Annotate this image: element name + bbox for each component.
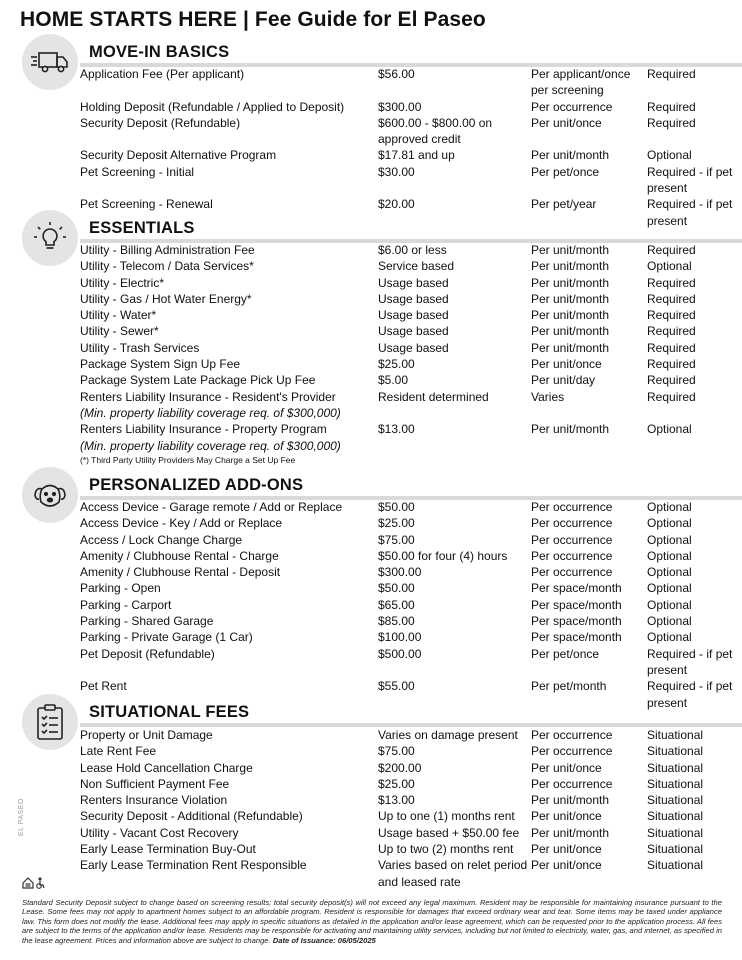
- fee-amount: $13.00: [378, 793, 415, 808]
- fee-amount: Up to two (2) months rent: [378, 842, 514, 857]
- table-row: [0, 597, 742, 613]
- fee-requirement: Optional: [647, 581, 692, 596]
- fee-name: Security Deposit (Refundable): [80, 115, 241, 130]
- fee-frequency: Per unit/month: [531, 148, 610, 163]
- fee-amount: Usage based: [378, 291, 449, 306]
- fee-frequency: Per space/month: [531, 614, 622, 629]
- table-row: [0, 307, 742, 323]
- fee-frequency: Per unit/month: [531, 259, 610, 274]
- table-row: [0, 115, 742, 148]
- fee-requirement: Optional: [647, 516, 692, 531]
- fee-amount: $6.00 or less: [378, 243, 447, 257]
- fee-name: Pet Rent: [80, 679, 127, 694]
- fee-frequency: Varies: [531, 389, 565, 404]
- table-row: [0, 776, 742, 792]
- section-title: PERSONALIZED ADD-ONS: [89, 476, 304, 494]
- fee-amount: $50.00: [378, 581, 415, 596]
- fee-name: Parking - Open: [80, 581, 161, 596]
- fee-amount: $50.00: [378, 500, 415, 514]
- fee-frequency: Per unit/month: [531, 275, 610, 290]
- brand-vertical-logo: EL PASEO: [18, 798, 25, 836]
- fee-frequency: Per unit/once: [531, 760, 602, 775]
- disclaimer: [22, 898, 722, 945]
- fee-amount: $56.00: [378, 67, 415, 81]
- fee-frequency: Per unit/month: [531, 324, 610, 339]
- rows-essentials: [0, 242, 742, 466]
- fee-name: Early Lease Termination Rent Responsible: [80, 858, 307, 873]
- table-row: [0, 99, 742, 115]
- fee-requirement: Situational: [647, 809, 704, 824]
- fee-frequency: Per unit/month: [531, 308, 610, 323]
- page-title: HOME STARTS HERE | Fee Guide for El Paseo: [20, 8, 486, 31]
- fee-requirement: Optional: [647, 532, 692, 547]
- fee-amount: $75.00: [378, 744, 415, 759]
- fee-requirement: Optional: [647, 500, 692, 514]
- table-row: [0, 548, 742, 564]
- fee-frequency: Per occurrence: [531, 776, 613, 791]
- fee-note: (Min. property liability coverage req. of $300,000): [80, 438, 341, 453]
- fee-amount: Service based: [378, 259, 455, 274]
- fee-amount: Varies based on relet period and leased rate: [378, 858, 528, 889]
- table-row: [0, 564, 742, 580]
- table-row: [0, 857, 742, 890]
- fee-requirement: Situational: [647, 760, 704, 775]
- fee-amount: $300.00: [378, 99, 422, 114]
- fee-amount: $500.00: [378, 646, 422, 661]
- fee-amount: $25.00: [378, 357, 415, 372]
- rows-move-in: [0, 66, 742, 229]
- fee-name: Security Deposit - Additional (Refundable): [80, 809, 303, 824]
- fee-name: Renters Liability Insurance - Resident's Provider: [80, 389, 336, 404]
- fee-name: Access / Lock Change Charge: [80, 532, 243, 547]
- fee-amount: $75.00: [378, 532, 415, 547]
- equal-housing-icon: [22, 876, 46, 894]
- table-row: [0, 323, 742, 339]
- fee-frequency: Per occurrence: [531, 565, 613, 580]
- fee-name: Parking - Carport: [80, 597, 172, 612]
- fee-frequency: Per pet/once: [531, 164, 600, 179]
- fee-amount: $85.00: [378, 614, 415, 629]
- fee-requirement: Situational: [647, 744, 704, 759]
- fee-name: Pet Screening - Initial: [80, 164, 195, 179]
- table-row: [0, 356, 742, 372]
- fee-amount: $55.00: [378, 679, 415, 694]
- fee-name: Utility - Water*: [80, 308, 157, 323]
- fee-name: Utility - Telecom / Data Services*: [80, 259, 254, 274]
- fee-name: Utility - Vacant Cost Recovery: [80, 825, 239, 840]
- table-row: [0, 760, 742, 776]
- fee-name: Amenity / Clubhouse Rental - Charge: [80, 548, 279, 563]
- fee-frequency: Per unit/month: [531, 291, 610, 306]
- fee-name: Utility - Sewer*: [80, 324, 159, 339]
- fee-requirement: Required - if pet present: [647, 646, 733, 677]
- fee-name: Utility - Electric*: [80, 275, 165, 290]
- fee-requirement: Required: [647, 389, 696, 404]
- fee-frequency: Per pet/year: [531, 197, 597, 212]
- table-row: [0, 515, 742, 531]
- disclaimer-text: Standard Security Deposit subject to change based on screening results; total security deposit(s) will not exceed any legal maximum. Resident may be responsible for maintaining insurance pursuant to the Lease. Some fees may not apply to apartment homes subject to an affordable program. Resident is responsible for damages that exceed ordinary wear and tear. Some items may be taxed under appliance law. This form does not modify the lease. Additional fees may apply in specific situations as detailed in the application and/or lease agreement, which can be requested prior to the application process. All fees are subject to the terms of the application and/or lease. Residents may be responsible for activating and maintaining utility services, including but not limited to electricity, water, gas, and internet, as specified in the lease agreement. Prices and information above are subject to change.: [22, 898, 722, 945]
- fee-requirement: Optional: [647, 630, 692, 645]
- table-row: [0, 421, 742, 454]
- table-row: [0, 275, 742, 291]
- fee-requirement: Optional: [647, 148, 692, 163]
- fee-frequency: Per unit/once: [531, 858, 602, 873]
- fee-amount: $100.00: [378, 630, 422, 645]
- fee-requirement: Required: [647, 308, 696, 323]
- fee-name: Package System Late Package Pick Up Fee: [80, 373, 316, 388]
- fee-frequency: Per space/month: [531, 597, 622, 612]
- fee-amount: $5.00: [378, 373, 409, 388]
- fee-name: Utility - Gas / Hot Water Energy*: [80, 291, 252, 306]
- fee-amount: $25.00: [378, 776, 415, 791]
- fee-frequency: Per space/month: [531, 581, 622, 596]
- fee-requirement: Situational: [647, 728, 704, 742]
- fee-amount: $20.00: [378, 197, 415, 212]
- utility-footnote: (*) Third Party Utility Providers May Charge a Set Up Fee: [80, 454, 296, 465]
- fee-name: Parking - Private Garage (1 Car): [80, 630, 253, 645]
- fee-frequency: Per occurrence: [531, 532, 613, 547]
- fee-amount: Up to one (1) months rent: [378, 809, 515, 824]
- fee-name: Utility - Billing Administration Fee: [80, 243, 255, 257]
- fee-amount: $300.00: [378, 565, 422, 580]
- fee-requirement: Required: [647, 67, 696, 81]
- fee-requirement: Situational: [647, 776, 704, 791]
- fee-requirement: Required: [647, 324, 696, 339]
- fee-name: Non Sufficient Payment Fee: [80, 776, 230, 791]
- fee-amount: $65.00: [378, 597, 415, 612]
- fee-requirement: Optional: [647, 548, 692, 563]
- table-row: [0, 147, 742, 163]
- fee-name: Renters Liability Insurance - Property Program: [80, 422, 327, 437]
- fee-requirement: Required: [647, 291, 696, 306]
- fee-requirement: Required: [647, 373, 696, 388]
- fee-requirement: Situational: [647, 842, 704, 857]
- fee-frequency: Per unit/month: [531, 340, 610, 355]
- fee-frequency: Per applicant/once per screening: [531, 67, 631, 98]
- fee-frequency: Per unit/month: [531, 243, 610, 257]
- table-row: [0, 825, 742, 841]
- fee-requirement: Situational: [647, 858, 704, 873]
- table-row: [0, 841, 742, 857]
- fee-name: Early Lease Termination Buy-Out: [80, 842, 256, 857]
- table-row: [0, 372, 742, 388]
- fee-name: Lease Hold Cancellation Charge: [80, 760, 253, 775]
- fee-frequency: Per unit/month: [531, 793, 610, 808]
- fee-amount: $17.81 and up: [378, 148, 455, 163]
- fee-requirement: Required: [647, 243, 696, 257]
- issuance-date: Date of Issuance: 06/05/2025: [272, 935, 376, 945]
- table-row: [0, 164, 742, 197]
- fee-requirement: Optional: [647, 422, 692, 437]
- fee-amount: Resident determined: [378, 389, 489, 404]
- table-row: [0, 532, 742, 548]
- fee-name: Access Device - Key / Add or Replace: [80, 516, 283, 531]
- fee-name: Renters Insurance Violation: [80, 793, 228, 808]
- section-title: MOVE-IN BASICS: [89, 43, 230, 61]
- fee-frequency: Per occurrence: [531, 500, 613, 514]
- fee-frequency: Per pet/month: [531, 679, 607, 694]
- fee-requirement: Required: [647, 275, 696, 290]
- fee-amount: Usage based: [378, 275, 449, 290]
- fee-amount: $30.00: [378, 164, 415, 179]
- fee-frequency: Per unit/once: [531, 115, 602, 130]
- fee-name: Holding Deposit (Refundable / Applied to Deposit): [80, 99, 345, 114]
- rows-add-ons: [0, 499, 742, 711]
- table-row: [0, 258, 742, 274]
- fee-amount: $50.00 for four (4) hours: [378, 548, 508, 563]
- fee-frequency: Per occurrence: [531, 516, 613, 531]
- fee-amount: Usage based: [378, 340, 449, 355]
- fee-name: Application Fee (Per applicant): [80, 67, 245, 81]
- fee-requirement: Situational: [647, 825, 704, 840]
- fee-requirement: Required: [647, 99, 696, 114]
- fee-frequency: Per pet/once: [531, 646, 600, 661]
- fee-requirement: Required: [647, 340, 696, 355]
- table-row: [0, 499, 742, 515]
- fee-amount: Usage based + $50.00 fee: [378, 825, 520, 840]
- fee-amount: $13.00: [378, 422, 415, 437]
- fee-requirement: Required - if pet present: [647, 197, 733, 228]
- rows-situational: [0, 727, 742, 890]
- fee-requirement: Optional: [647, 565, 692, 580]
- fee-name: Amenity / Clubhouse Rental - Deposit: [80, 565, 281, 580]
- fee-frequency: Per occurrence: [531, 99, 613, 114]
- fee-name: Pet Screening - Renewal: [80, 197, 213, 212]
- fee-frequency: Per occurrence: [531, 744, 613, 759]
- fee-frequency: Per unit/once: [531, 357, 602, 372]
- fee-amount: Usage based: [378, 308, 449, 323]
- fee-name: Pet Deposit (Refundable): [80, 646, 215, 661]
- fee-name: Property or Unit Damage: [80, 728, 213, 742]
- table-row: [0, 646, 742, 679]
- fee-frequency: Per unit/month: [531, 422, 610, 437]
- table-row: [0, 727, 742, 743]
- fee-frequency: Per occurrence: [531, 548, 613, 563]
- fee-requirement: Optional: [647, 259, 692, 274]
- fee-amount: $200.00: [378, 760, 422, 775]
- table-row: [0, 808, 742, 824]
- fee-name: Access Device - Garage remote / Add or Replace: [80, 500, 343, 514]
- fee-requirement: Required - if pet present: [647, 679, 733, 710]
- fee-name: Utility - Trash Services: [80, 340, 200, 355]
- table-row: [0, 66, 742, 99]
- table-row: [0, 613, 742, 629]
- fee-frequency: Per unit/once: [531, 809, 602, 824]
- fee-requirement: Required: [647, 115, 696, 130]
- fee-name: Late Rent Fee: [80, 744, 157, 759]
- fee-name: Security Deposit Alternative Program: [80, 148, 277, 163]
- fee-frequency: Per unit/once: [531, 842, 602, 857]
- section-title: ESSENTIALS: [89, 219, 195, 237]
- fee-frequency: Per space/month: [531, 630, 622, 645]
- table-row: [0, 242, 742, 258]
- fee-name: Package System Sign Up Fee: [80, 357, 241, 372]
- fee-requirement: Optional: [647, 597, 692, 612]
- fee-requirement: Required: [647, 357, 696, 372]
- fee-frequency: Per occurrence: [531, 728, 613, 742]
- table-row: [0, 291, 742, 307]
- table-row: [0, 340, 742, 356]
- fee-amount: Usage based: [378, 324, 449, 339]
- table-row: [0, 389, 742, 422]
- fee-name: Parking - Shared Garage: [80, 614, 214, 629]
- fee-amount: $600.00 - $800.00 on approved credit: [378, 115, 493, 147]
- section-title: SITUATIONAL FEES: [89, 703, 250, 721]
- fee-note: (Min. property liability coverage req. of $300,000): [80, 405, 341, 420]
- fee-amount: Varies on damage present: [378, 728, 518, 742]
- table-row: [0, 629, 742, 645]
- fee-amount: $25.00: [378, 516, 415, 531]
- fee-frequency: Per unit/month: [531, 825, 610, 840]
- fee-requirement: Situational: [647, 793, 704, 808]
- fee-frequency: Per unit/day: [531, 373, 596, 388]
- fee-requirement: Optional: [647, 614, 692, 629]
- fee-requirement: Required - if pet present: [647, 164, 733, 196]
- table-row: [0, 743, 742, 759]
- table-row: [0, 792, 742, 808]
- table-row: [0, 580, 742, 596]
